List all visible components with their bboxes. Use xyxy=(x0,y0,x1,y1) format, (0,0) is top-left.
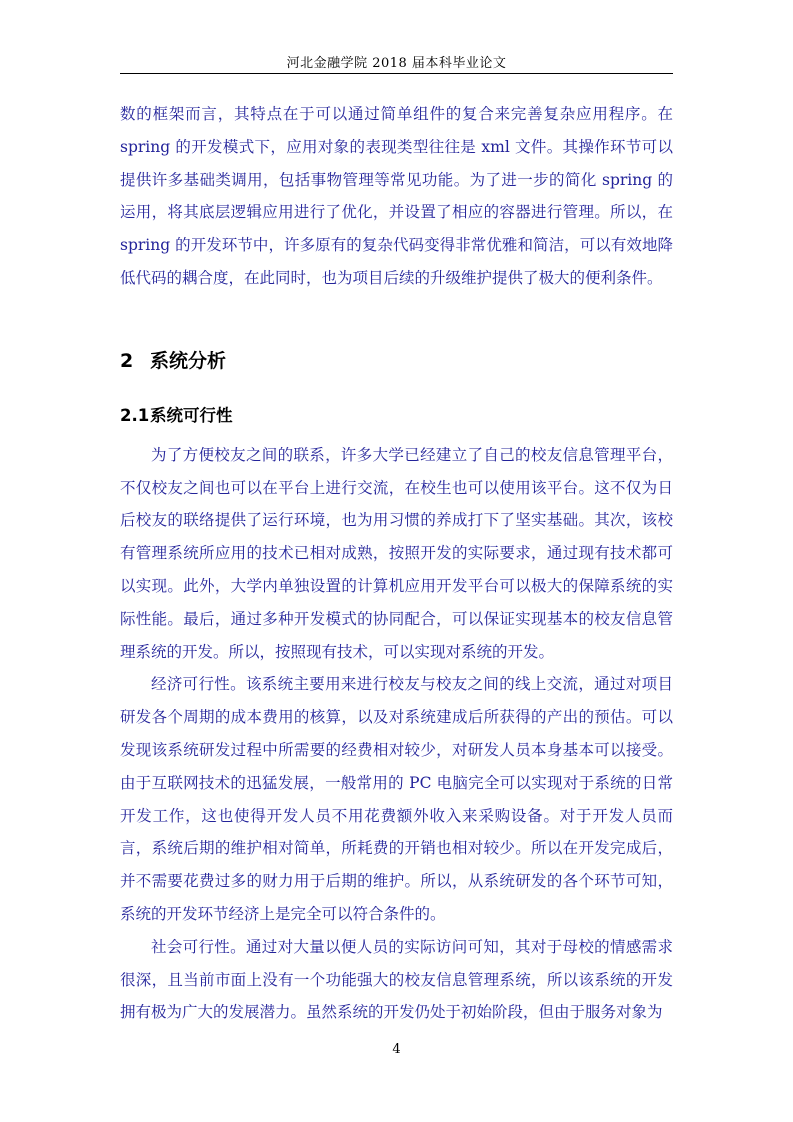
running-header: 河北金融学院 2018 届本科毕业论文 xyxy=(286,56,507,71)
section-title: 系统分析 xyxy=(150,349,227,372)
page-number: 4 xyxy=(392,1042,401,1057)
paragraph-social-feasibility: 社会可行性。通过对大量以便人员的实际访问可知，其对于母校的情感需求很深，且当前市面上没有一个功能强大的校友信息管理系统，所以该系统的开发拥有极为广大的发展潜力。虽然系统的开发仍处于初始阶段，但由于服务对象为 xyxy=(120,937,673,1022)
subsection-title: 系统可行性 xyxy=(150,405,233,425)
paragraph-technical-feasibility: 为了方便校友之间的联系，许多大学已经建立了自己的校友信息管理平台，不仅校友之间也可以在平台上进行交流，在校生也可以使用该平台。这不仅为日后校友的联络提供了运行环境，也为用习惯的养成打下了坚实基础。其次，该校有管理系统所应用的技术已相对成熟，按照开发的实际要求，通过现有技术都可以实现。此外，大学内单独设置的计算机应用开发平台可以极大的保障系统的实际性能。最后，通过多种开发模式的协同配合，可以保证实现基本的校友信息管理系统的开发。所以，按照现有技术，可以实现对系统的开发。 xyxy=(120,445,673,661)
subsection-heading-2-1 xyxy=(120,399,673,433)
paragraph-spring-framework: 数的框架而言，其特点在于可以通过简单组件的复合来完善复杂应用程序。在spring 的开发模式下，应用对象的表现类型往往是 xml 文件。其操作环节可以提供许多基础类调用，包括事物管理等常见功能。为了进一步的简化 spring 的运用，将其底层逻辑应用进行了优化，并设置了相应的容器进行管理。所以，在spring 的开发环节中，许多原有的复杂代码变得非常优雅和简洁，可以有效地降低代码的耦合度，在此同时，也为项目后续的升级维护提供了极大的便利条件。 xyxy=(120,105,673,287)
header-divider xyxy=(120,73,673,74)
page-body xyxy=(120,98,673,1029)
section-number: 2 xyxy=(120,349,134,372)
section-heading-2 xyxy=(120,336,673,386)
paragraph-economic-feasibility: 经济可行性。该系统主要用来进行校友与校友之间的线上交流，通过对项目研发各个周期的成本费用的核算，以及对系统建成后所获得的产出的预估。可以发现该系统研发过程中所需要的经费相对较少，对研发人员本身基本可以接受。由于互联网技术的迅猛发展，一般常用的 PC 电脑完全可以实现对于系统的日常开发工作，这也使得开发人员不用花费额外收入来采购设备。对于开发人员而言，系统后期的维护相对简单，所耗费的开销也相对较少。所以在开发完成后，并不需要花费过多的财力用于后期的维护。所以，从系统研发的各个环节可知，系统的开发环节经济上是完全可以符合条件的。 xyxy=(120,675,673,923)
subsection-number: 2.1 xyxy=(120,405,150,425)
